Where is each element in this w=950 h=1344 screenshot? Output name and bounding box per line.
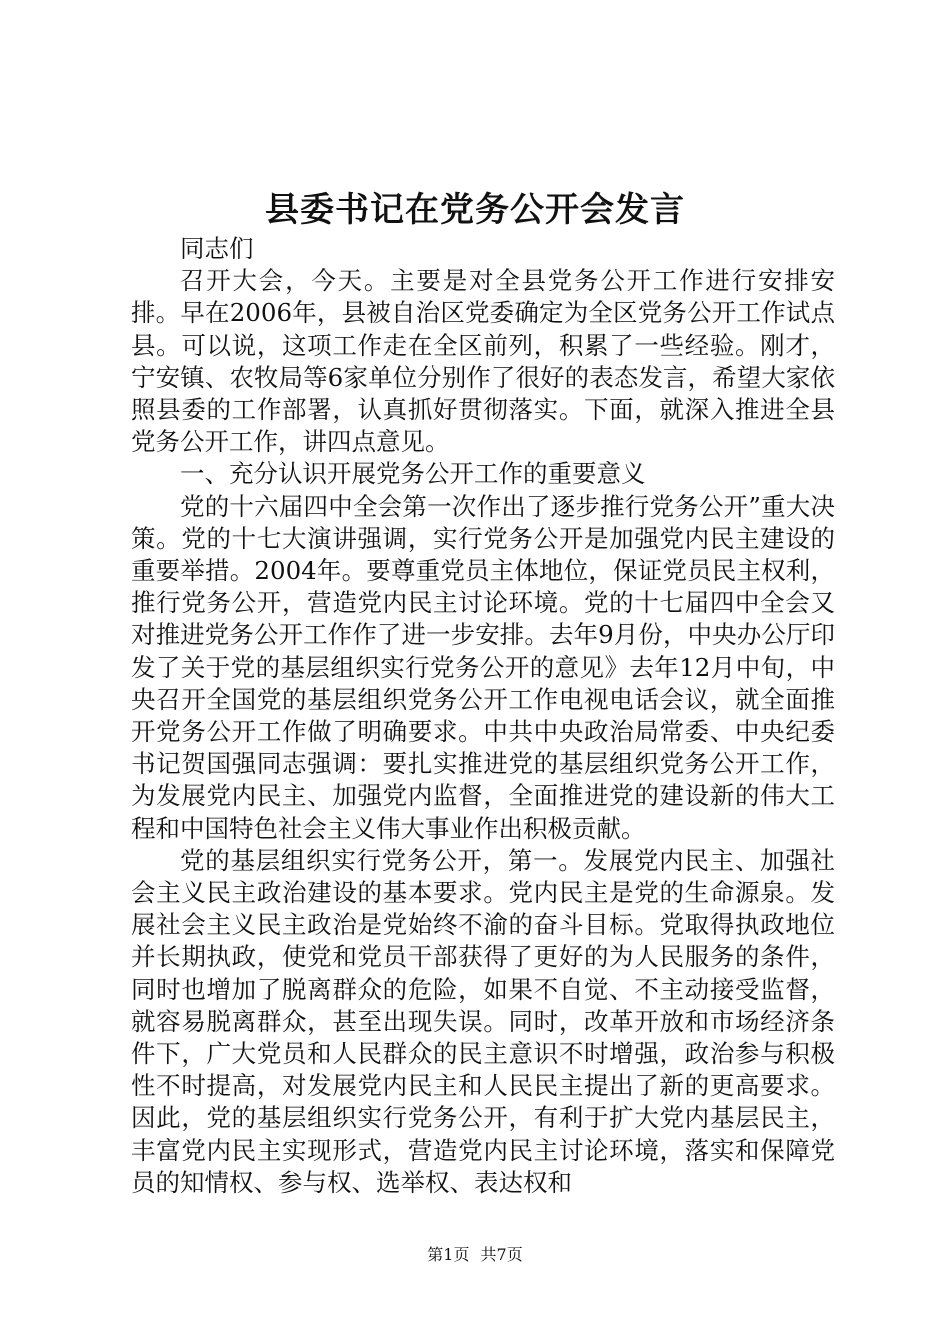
salutation: 同志们	[180, 234, 254, 263]
document-body	[131, 233, 835, 1199]
paragraph-1: 党的十六届四中全会第一次作出了逐步推行党务公开”重大决策。党的十七大演讲强调，实行党务公开是加强党内民主建设的重要举措。2004年。要尊重党员主体地位，保证党员民主权利，推行党务公开，营造党内民主讨论环境。党的十七届四中全会又对推进党务公开工作作了进一步安排。去年9月份，中央办公厅印发了关于党的基层组织实行党务公开的意见》去年12月中旬，中央召开全国党的基层组织党务公开工作电视电话会议，就全面推开党务公开工作做了明确要求。中共中央政治局常委、中央纪委书记贺国强同志强调：要扎实推进党的基层组织党务公开工作，为发展党内民主、加强党内监督，全面推进党的建设新的伟大工程和中国特色社会主义伟大事业作出积极贡献。	[131, 491, 835, 843]
page-number: 第1页	[427, 1245, 470, 1264]
page-total: 共7页	[480, 1245, 523, 1264]
page-footer	[0, 1244, 950, 1266]
paragraph-2: 党的基层组织实行党务公开，第一。发展党内民主、加强社会主义民主政治建设的基本要求。党内民主是党的生命源泉。发展社会主义民主政治是党始终不渝的奋斗目标。党取得执政地位并长期执政，使党和党员干部获得了更好的为人民服务的条件，同时也增加了脱离群众的危险，如果不自觉、不主动接受监督，就容易脱离群众，甚至出现失误。同时，改革开放和市场经济条件下，广大党员和人民群众的民主意识不时增强，政治参与积极性不时提高，对发展党内民主和人民民主提出了新的更高要求。因此，党的基层组织实行党务公开，有利于扩大党内基层民主，丰富党内民主实现形式，营造党内民主讨论环境，落实和保障党员的知情权、参与权、选举权、表达权和	[131, 845, 835, 1197]
section-heading-1: 一、充分认识开展党务公开工作的重要意义	[180, 459, 646, 489]
document-title: 县委书记在党务公开会发言	[265, 190, 685, 230]
paragraph-intro: 召开大会，今天。主要是对全县党务公开工作进行安排安排。早在2006年，县被自治区党委确定为全区党务公开工作试点县。可以说，这项工作走在全区前列，积累了一些经验。刚才，宁安镇、农牧局等6家单位分别作了很好的表态发言，希望大家依照县委的工作部署，认真抓好贯彻落实。下面，就深入推进全县党务公开工作，讲四点意见。	[131, 266, 835, 457]
